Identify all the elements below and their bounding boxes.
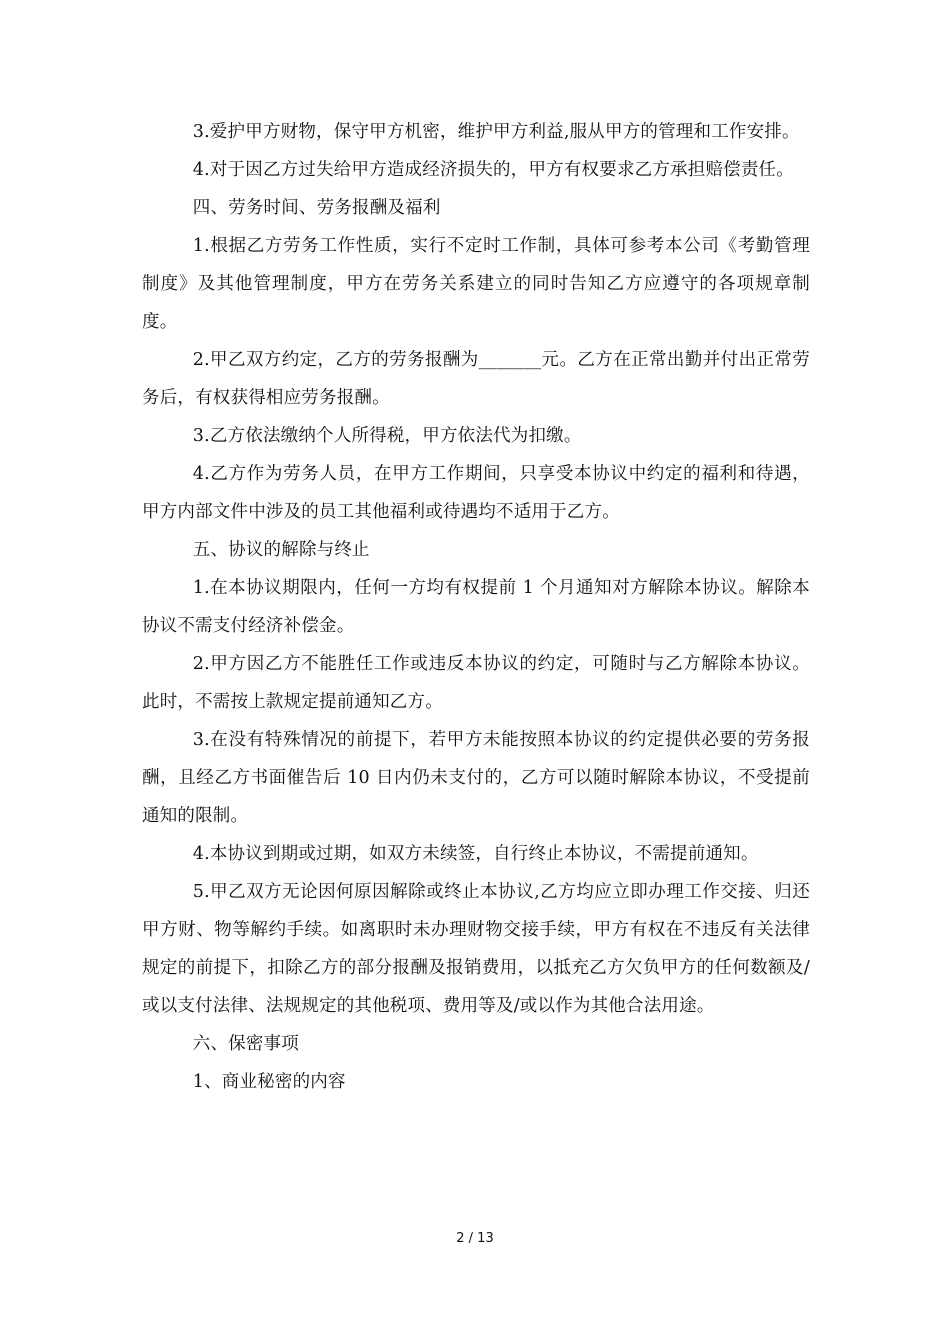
paragraph-expiry: 4.本协议到期或过期，如双方未续签，自行终止本协议，不需提前通知。 bbox=[192, 844, 759, 864]
page-number: 2 / 13 bbox=[456, 1231, 494, 1246]
paragraph-termination-by-party-a: 2.甲方因乙方不能胜任工作或违反本协议的约定，可随时与乙方解除本协议。此时，不需按上款规定提前通知乙方。 bbox=[142, 654, 810, 712]
paragraph-remuneration: 2.甲乙双方约定，乙方的劳务报酬为_______元。乙方在正常出勤并付出正常劳务后，有权获得相应劳务报酬。 bbox=[142, 350, 810, 408]
paragraph-working-hours: 1.根据乙方劳务工作性质，实行不定时工作制，具体可参考本公司《考勤管理制度》及其他管理制度，甲方在劳务关系建立的同时告知乙方应遵守的各项规章制度。 bbox=[142, 236, 810, 332]
paragraph-termination-notice: 1.在本协议期限内，任何一方均有权提前 1 个月通知对方解除本协议。解除本协议不需支付经济补偿金。 bbox=[142, 578, 810, 636]
paragraph-termination-by-party-b: 3.在没有特殊情况的前提下，若甲方未能按照本协议的约定提供必要的劳务报酬，且经乙方书面催告后 10 日内仍未支付的，乙方可以随时解除本协议，不受提前通知的限制。 bbox=[142, 730, 810, 826]
paragraph-4-compensation-liability: 4.对于因乙方过失给甲方造成经济损失的，甲方有权要求乙方承担赔偿责任。 bbox=[192, 160, 794, 180]
paragraph-3-protect-property: 3.爱护甲方财物，保守甲方机密，维护甲方利益,服从甲方的管理和工作安排。 bbox=[192, 122, 800, 142]
subheading-trade-secrets: 1、商业秘密的内容 bbox=[192, 1072, 346, 1092]
section-heading-6: 六、保密事项 bbox=[192, 1034, 299, 1054]
section-heading-5: 五、协议的解除与终止 bbox=[192, 540, 370, 560]
document-body bbox=[142, 113, 810, 1101]
paragraph-benefits: 4.乙方作为劳务人员，在甲方工作期间，只享受本协议中约定的福利和待遇，甲方内部文件中涉及的员工其他福利或待遇均不适用于乙方。 bbox=[142, 464, 810, 522]
section-heading-4: 四、劳务时间、劳务报酬及福利 bbox=[192, 198, 441, 218]
paragraph-handover: 5.甲乙双方无论因何原因解除或终止本协议,乙方均应立即办理工作交接、归还甲方财、物等解约手续。如离职时未办理财物交接手续，甲方有权在不违反有关法律规定的前提下，扣除乙方的部分报酬及报销费用，以抵充乙方欠负甲方的任何数额及/或以支付法律、法规规定的其他税项、费用等及/或以作为其他合法用途。 bbox=[142, 882, 810, 1016]
paragraph-income-tax: 3.乙方依法缴纳个人所得税，甲方依法代为扣缴。 bbox=[192, 426, 582, 446]
